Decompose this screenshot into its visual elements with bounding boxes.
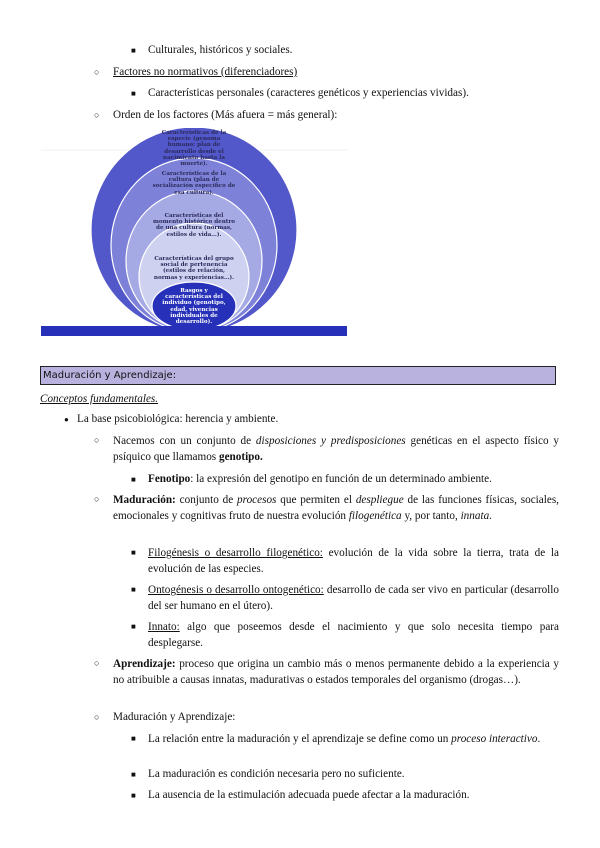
text: . — [537, 733, 541, 745]
list-item-relacion — [148, 731, 559, 747]
factors-diagram — [41, 128, 347, 336]
list-item — [77, 412, 278, 427]
bold-term: Aprendizaje: — [113, 658, 176, 670]
text: proceso que origina un cambio más o menos permanente debido a la experiencia y no atribuible a causas innatas, madurativas o estados temporales del organismo (drogas…). — [113, 658, 559, 686]
underlined-term: Innato: — [148, 621, 180, 633]
bold-term: Maduración: — [113, 494, 176, 506]
text: desarrollo de cada ser vivo en particular (desarrollo del ser humano en el útero). — [148, 584, 559, 612]
list-item — [113, 65, 297, 80]
list-item-text: Características personales (caracteres genéticos y experiencias vividas). — [148, 87, 469, 99]
text: Nacemos con un conjunto de — [113, 435, 256, 447]
ring-individual-text: Rasgos y características del individuo (genotipo, edad, vivencias individuales de desarrollo). — [162, 288, 226, 326]
list-item-filogenesis — [148, 545, 559, 577]
underlined-term: Ontogénesis o desarrollo ontogenético: — [148, 584, 324, 596]
text: : la expresión del genotipo en función de un determinado ambiente. — [190, 473, 492, 485]
list-item — [148, 43, 292, 58]
list-item — [148, 788, 469, 803]
ring-species-text: Características de la especie (genoma humano: plan de desarrollo desde el nacimiento hasta la muerte). — [161, 130, 227, 168]
emphasis: procesos — [237, 494, 277, 506]
list-item-text: La ausencia de la estimulación adecuada puede afectar a la maduración. — [148, 789, 470, 801]
bold-term: Fenotipo — [148, 473, 191, 485]
underlined-term: Filogénesis o desarrollo filogenético: — [148, 547, 323, 559]
text: evolución de la vida sobre la tierra, trata de la evolución de las especies. — [148, 547, 559, 575]
text: conjunto de — [175, 494, 238, 506]
list-item-fenotipo — [148, 472, 492, 487]
list-item-text: Maduración y Aprendizaje: — [113, 711, 236, 723]
ring-culture-text: Características de la cultura (plan de socialización específico de esa cultura). — [152, 171, 236, 196]
emphasis: proceso interactivo — [451, 733, 538, 745]
diagram-base-bar — [41, 326, 347, 336]
section-header: Maduración y Aprendizaje: — [40, 366, 556, 385]
list-item — [113, 108, 337, 123]
list-item-text: Culturales, históricos y sociales. — [148, 44, 293, 56]
ring-social-text: Características del grupo social de pertenencia (estilos de relación, normas y experiencias…). — [153, 256, 235, 281]
list-item-maduracion — [113, 492, 559, 524]
heading-factores-no-normativos: Factores no normativos (diferenciadores) — [113, 66, 298, 78]
list-item-text: La maduración es condición necesaria pero no suficiente. — [148, 768, 405, 780]
list-item — [148, 767, 405, 782]
text: y, por tanto, — [401, 510, 461, 522]
subtitle: Conceptos fundamentales. — [40, 393, 159, 405]
list-item-text: Orden de los factores (Más afuera = más general): — [113, 109, 338, 121]
list-item-innato — [148, 619, 559, 651]
list-item-ontogenesis — [148, 582, 559, 614]
bold-term: genotipo. — [218, 451, 263, 463]
text: genéticas en el aspecto físico y psíquico que llamamos — [113, 435, 559, 463]
text: de las funciones físicas, sociales, emocionales y cognitivas fruto de nuestra evolución — [113, 494, 559, 522]
list-item — [113, 710, 235, 725]
emphasis: filogenética — [348, 510, 402, 522]
text: . — [489, 510, 492, 522]
list-item-aprendizaje — [113, 656, 559, 688]
emphasis: disposiciones y predisposiciones — [255, 435, 406, 447]
list-item-nacemos — [113, 433, 559, 465]
text: La relación entre la maduración y el aprendizaje se define como un — [148, 733, 452, 745]
emphasis: despliegue — [355, 494, 404, 506]
emphasis: innata — [460, 510, 490, 522]
list-item — [148, 86, 469, 101]
ring-historical-text: Características del momento histórico dentro de una cultura (normas, estilos de vida…). — [152, 213, 236, 238]
text: algo que poseemos desde el nacimiento y que solo necesita tiempo para desplegarse. — [148, 621, 559, 649]
list-item-text: La base psicobiológica: herencia y ambiente. — [77, 413, 279, 425]
text: que permiten el — [276, 494, 356, 506]
